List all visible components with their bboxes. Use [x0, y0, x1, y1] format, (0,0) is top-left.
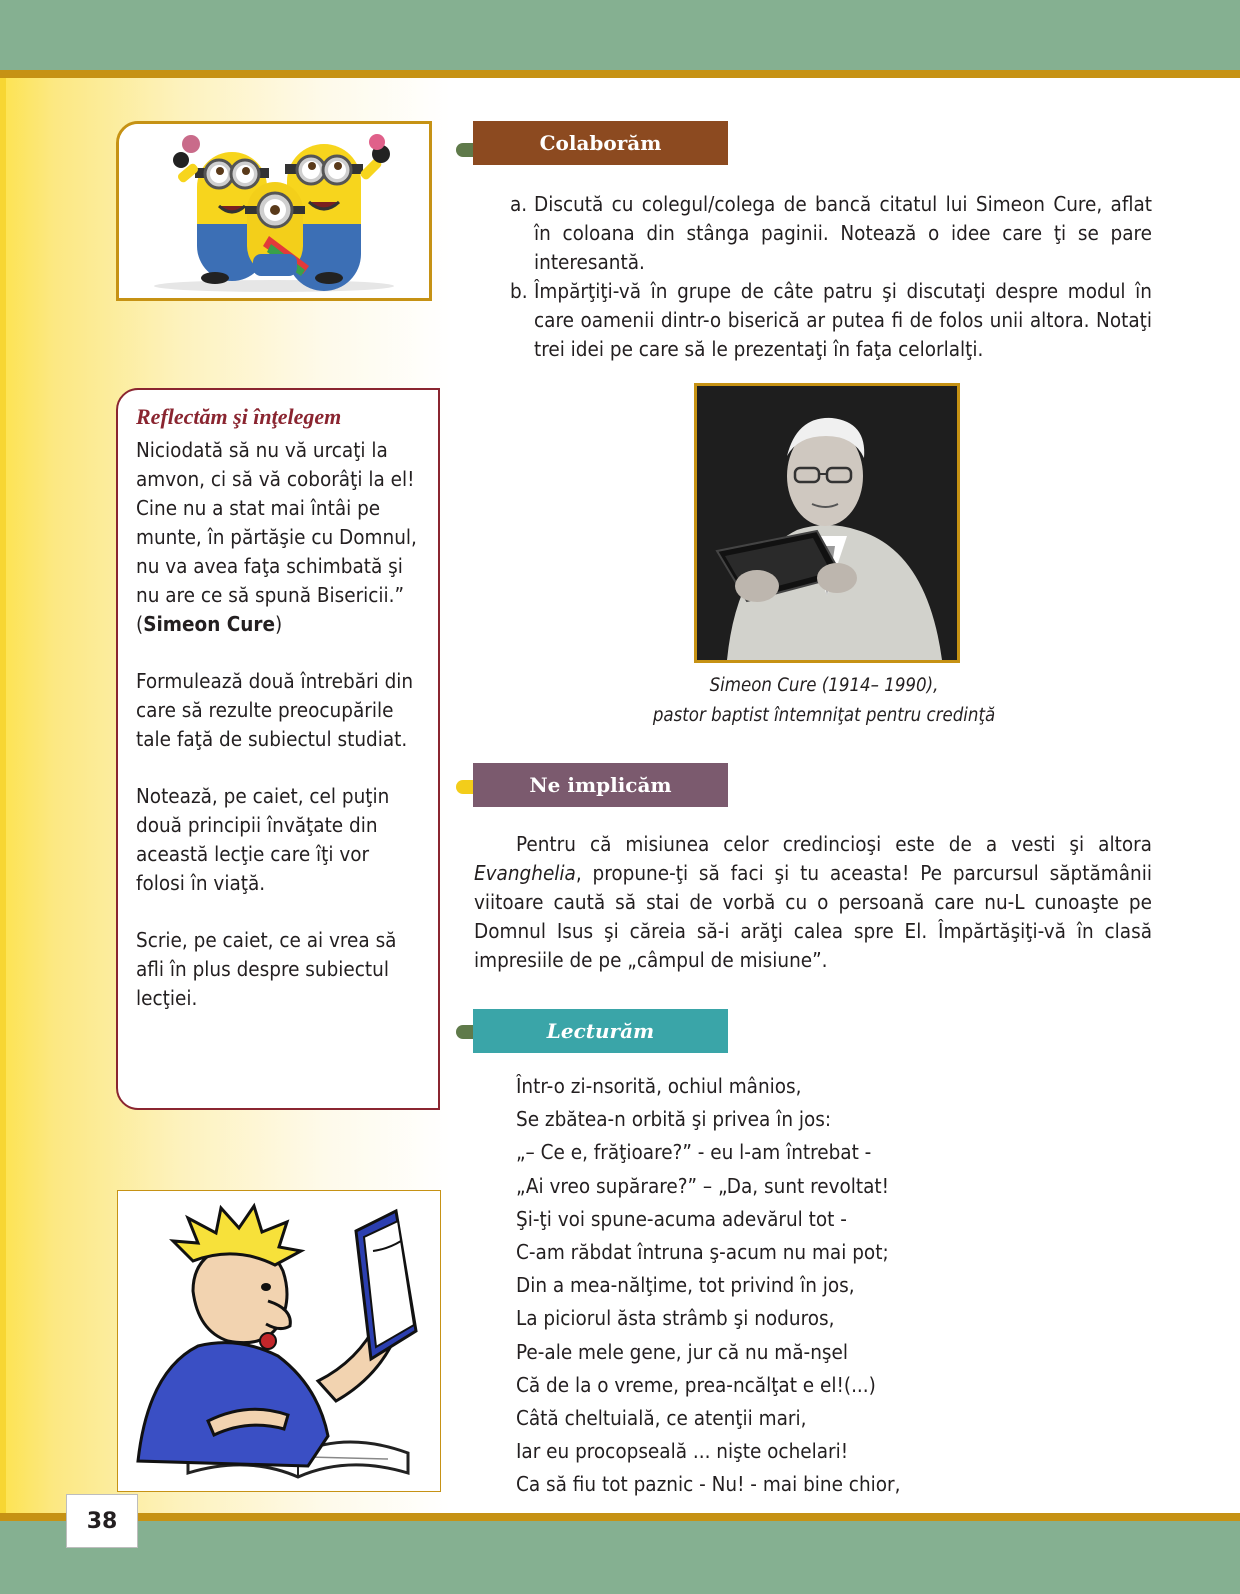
- page-number: 38: [66, 1494, 138, 1548]
- poem-line: „– Ce e, frăţioare?” - eu l-am întrebat -: [516, 1140, 872, 1165]
- implicam-text-block: [474, 830, 1152, 975]
- sidebar-task-principles: Notează, pe caiet, cel puţin două principii învăţate din această lecţie care îţi vor folosi în viaţă.: [136, 784, 390, 895]
- simeon-cure-photo: [694, 383, 960, 663]
- footer-rule: [0, 1513, 1240, 1521]
- header-band: [0, 0, 1240, 70]
- implicam-header: Ne implicăm: [473, 763, 728, 807]
- implicam-text-end: , propune-ţi să faci şi tu aceasta! Pe parcursul săptămânii viitoare caută să stai de vorbă cu o persoană care nu-L cunoaşte pe Domnul Isus şi căreia să-i arăţi calea spre El. Împărtăşiţi-vă în clasă impresiile de pe „câmpul de misiune”.: [474, 861, 1152, 972]
- poem-line: „Ai vreo supărare?” – „Da, sunt revoltat!: [516, 1173, 890, 1198]
- sidebar-edge: [0, 78, 6, 1520]
- list-letter: a.: [510, 192, 528, 216]
- list-text: Împărţiţi-vă în grupe de câte patru şi discutaţi despre modul în care oamenii dintr-o biserică ar putea fi de folos unii altora. Notaţi trei idei pe care să le prezentaţi în faţa celorlalţi.: [534, 279, 1152, 361]
- quote-author: Simeon Cure: [143, 612, 276, 636]
- poem-line: Iar eu procopseală ... nişte ochelari!: [516, 1439, 849, 1464]
- quote-close: ): [275, 612, 283, 636]
- implicam-paragraph: [474, 830, 1152, 975]
- caption-line2: pastor baptist întemniţat pentru credinţă: [652, 705, 996, 726]
- poem-line: C-am răbdat întruna ş-acum nu mai pot;: [516, 1240, 889, 1265]
- quote-text: Niciodată să nu vă urcaţi la amvon, ci să vă coborâţi la el! Cine nu a stat mai întâi pe munte, în părtăşie cu Domnul, nu va avea faţa schimbată şi nu are ce să spună Bisericii.” (: [136, 438, 417, 636]
- poem-line: Din a mea-nălţime, tot privind în jos,: [516, 1273, 855, 1298]
- list-letter: b.: [510, 279, 528, 303]
- sidebar-quote: [136, 436, 422, 639]
- poem-line: Ca să fiu tot paznic - Nu! - mai bine chior,: [516, 1472, 901, 1497]
- caption-line1: Simeon Cure (1914– 1990),: [709, 675, 939, 696]
- list-text: Discută cu colegul/colega de bancă citatul lui Simeon Cure, aflat în coloana din stânga paginii. Notează o idee care ţi se pare interesantă.: [534, 192, 1152, 274]
- poem-line: Pe-ale mele gene, jur că nu mă-nşel: [516, 1339, 848, 1364]
- reader-illustration: [117, 1190, 441, 1492]
- poem: [516, 1070, 1156, 1502]
- implicam-text-start: Pentru că misiunea celor credincioşi este de a vesti şi altora: [516, 832, 1152, 856]
- colaboram-header: Colaborăm: [473, 121, 728, 165]
- lecturam-header: Lecturăm: [473, 1009, 728, 1053]
- poem-line: Se zbătea-n orbită şi privea în jos:: [516, 1107, 832, 1132]
- reflect-title: Reflectăm şi înţelegem: [136, 404, 342, 429]
- header-rule: [0, 70, 1240, 78]
- reflect-box: [116, 388, 440, 1110]
- reader-image: [118, 1191, 439, 1490]
- minions-illustration: [116, 121, 432, 301]
- poem-line: Şi-ţi voi spune-acuma adevărul tot -: [516, 1206, 847, 1231]
- implicam-text-italic: Evanghelia: [474, 861, 576, 885]
- photo-caption: [594, 671, 1054, 731]
- colaboram-list: [510, 190, 1152, 364]
- poem-line: La piciorul ăsta strâmb şi noduros,: [516, 1306, 835, 1331]
- poem-line: Câtă cheltuială, ce atenţii mari,: [516, 1406, 807, 1431]
- list-item: [510, 190, 1152, 277]
- portrait-image: [697, 386, 957, 660]
- sidebar-task-curiosity: Scrie, pe caiet, ce ai vrea să afli în plus despre subiectul lecţiei.: [136, 928, 397, 1010]
- poem-line: Că de la o vreme, prea-ncălţat e el!(...): [516, 1372, 876, 1397]
- footer-band: [0, 1521, 1240, 1594]
- list-item: [510, 277, 1152, 364]
- sidebar-task-questions: Formulează două întrebări din care să rezulte preocupările tale faţă de subiectul studiat.: [136, 669, 414, 751]
- poem-line: Într-o zi-nsorită, ochiul mânios,: [516, 1074, 802, 1098]
- minions-image: [119, 124, 429, 298]
